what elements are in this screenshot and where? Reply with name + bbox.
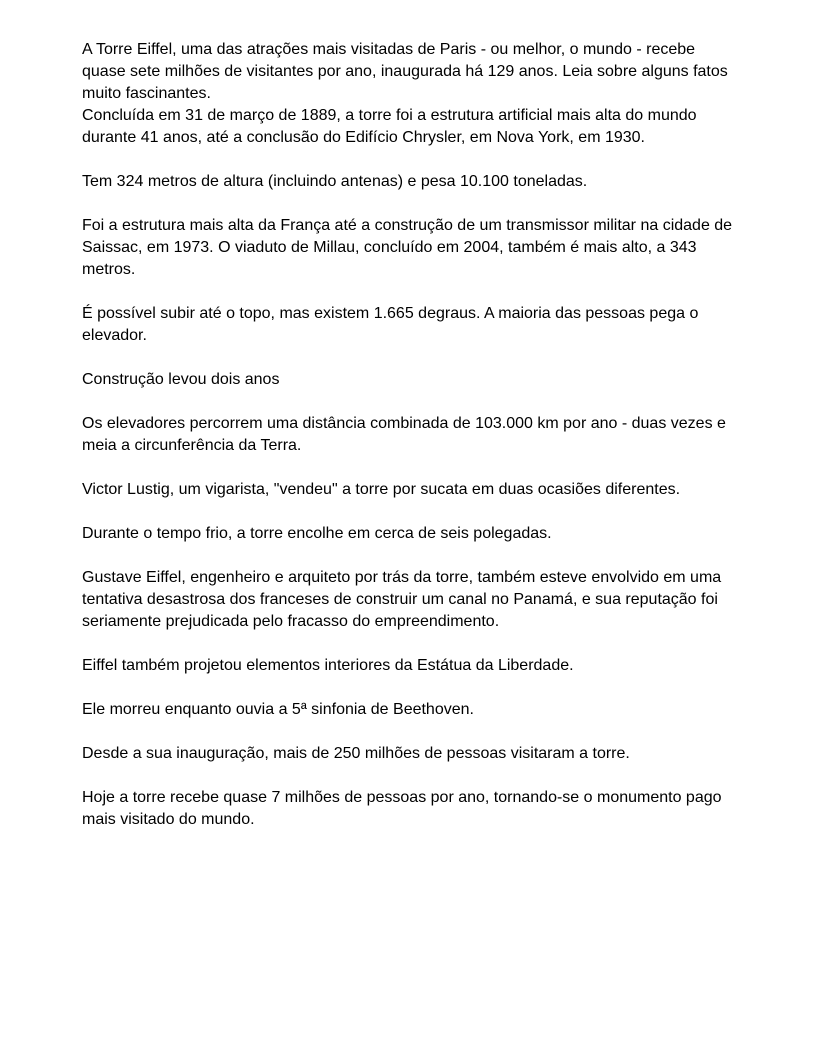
paragraph-spacer bbox=[82, 457, 742, 479]
paragraph-spacer bbox=[82, 633, 742, 655]
paragraph-spacer bbox=[82, 765, 742, 787]
paragraph-spacer bbox=[82, 281, 742, 303]
paragraph-construction: Construção levou dois anos bbox=[82, 371, 280, 388]
paragraph-gustave-eiffel: Gustave Eiffel, engenheiro e arquiteto por trás da torre, também esteve envolvido em uma tentativa desastrosa dos franceses de construir um canal no Panamá, e sua reputação foi seriamente prejudicada pelo fracasso do empreendimento. bbox=[82, 569, 722, 630]
paragraph-steps: É possível subir até o topo, mas existem 1.665 degraus. A maioria das pessoas pega o elevador. bbox=[82, 305, 699, 344]
paragraph-elevators: Os elevadores percorrem uma distância combinada de 103.000 km por ano - duas vezes e meia a circunferência da Terra. bbox=[82, 415, 726, 454]
paragraph-intro: A Torre Eiffel, uma das atrações mais visitadas de Paris - ou melhor, o mundo - recebe quase sete milhões de visitantes por ano, inaugurada há 129 anos. Leia sobre alguns fatos muito fascinantes. bbox=[82, 41, 728, 102]
paragraph-spacer bbox=[82, 677, 742, 699]
paragraph-beethoven: Ele morreu enquanto ouvia a 5ª sinfonia de Beethoven. bbox=[82, 701, 474, 718]
document-page bbox=[82, 39, 742, 831]
paragraph-spacer bbox=[82, 149, 742, 171]
paragraph-visitors-today: Hoje a torre recebe quase 7 milhões de pessoas por ano, tornando-se o monumento pago mais visitado do mundo. bbox=[82, 789, 722, 828]
paragraph-completion: Concluída em 31 de março de 1889, a torre foi a estrutura artificial mais alta do mundo durante 41 anos, até a conclusão do Edifício Chrysler, em Nova York, em 1930. bbox=[82, 107, 697, 146]
paragraph-spacer bbox=[82, 545, 742, 567]
paragraph-statue-liberty: Eiffel também projetou elementos interiores da Estátua da Liberdade. bbox=[82, 657, 574, 674]
paragraph-cold-weather: Durante o tempo frio, a torre encolhe em cerca de seis polegadas. bbox=[82, 525, 552, 542]
paragraph-spacer bbox=[82, 193, 742, 215]
paragraph-spacer bbox=[82, 391, 742, 413]
paragraph-spacer bbox=[82, 501, 742, 523]
paragraph-lustig: Victor Lustig, um vigarista, "vendeu" a torre por sucata em duas ocasiões diferentes. bbox=[82, 481, 681, 498]
paragraph-height-weight: Tem 324 metros de altura (incluindo antenas) e pesa 10.100 toneladas. bbox=[82, 173, 588, 190]
paragraph-tallest-france: Foi a estrutura mais alta da França até a construção de um transmissor militar na cidade de Saissac, em 1973. O viaduto de Millau, concluído em 2004, também é mais alto, a 343 metros. bbox=[82, 217, 733, 278]
paragraph-visitors-total: Desde a sua inauguração, mais de 250 milhões de pessoas visitaram a torre. bbox=[82, 745, 630, 762]
paragraph-spacer bbox=[82, 721, 742, 743]
paragraph-spacer bbox=[82, 347, 742, 369]
